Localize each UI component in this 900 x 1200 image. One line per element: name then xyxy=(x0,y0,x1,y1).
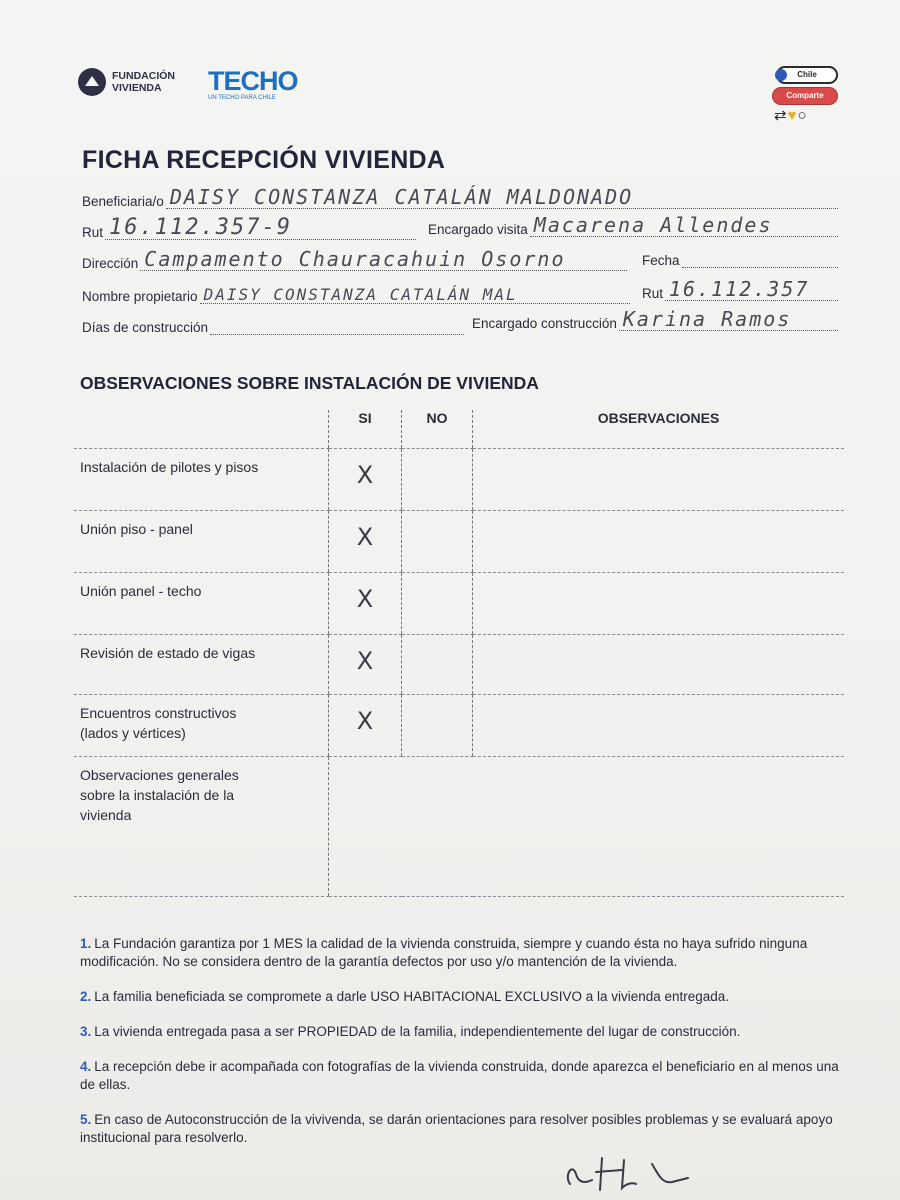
note-number: 4. xyxy=(80,1059,92,1074)
note-item xyxy=(80,1058,850,1094)
no-mark xyxy=(402,511,472,523)
note-item xyxy=(80,1023,850,1041)
row-label: Revisión de estado de vigas xyxy=(80,645,256,661)
si-mark: X xyxy=(356,707,374,735)
table-row xyxy=(74,695,844,757)
header-blank xyxy=(74,410,329,449)
beneficiaria-field xyxy=(82,185,838,209)
beneficiaria-line[interactable] xyxy=(166,185,838,209)
rut2-field xyxy=(642,277,838,301)
chile-pill: Chile xyxy=(776,66,838,84)
header-si: SI xyxy=(329,410,402,449)
propietario-label: Nombre propietario xyxy=(82,289,198,304)
no-mark xyxy=(402,573,472,585)
arrows-heart-icon: ⇄♥○ xyxy=(774,107,808,124)
si-cell[interactable] xyxy=(329,573,402,635)
row-label: Unión piso - panel xyxy=(80,521,193,537)
rut-field xyxy=(82,215,416,240)
encargado-visita-label: Encargado visita xyxy=(428,222,528,237)
si-mark: X xyxy=(356,585,374,613)
propietario-line[interactable] xyxy=(200,285,630,304)
techo-wordmark: TECHO xyxy=(208,66,298,96)
section-title: OBSERVACIONES SOBRE INSTALACIÓN DE VIVIENDA xyxy=(80,373,539,393)
header-observaciones: OBSERVACIONES xyxy=(473,410,845,449)
encargado-construccion-line[interactable] xyxy=(619,307,838,331)
table-row xyxy=(74,757,844,897)
dias-line[interactable] xyxy=(210,320,464,335)
dias-label: Días de construcción xyxy=(82,320,209,335)
rut2-line[interactable] xyxy=(665,277,838,301)
no-cell[interactable] xyxy=(402,449,473,511)
fundacion-line2: VIVIENDA xyxy=(112,82,162,94)
encargado-construccion-label: Encargado construcción xyxy=(472,316,617,331)
note-number: 2. xyxy=(80,989,92,1004)
notes-list xyxy=(80,935,850,1164)
encargado-visita-field xyxy=(428,213,838,237)
note-item xyxy=(80,1111,850,1147)
encargado-construccion-handwriting: Karina Ramos xyxy=(622,307,792,331)
rut-label: Rut xyxy=(82,225,104,240)
beneficiaria-label: Beneficiaria/o xyxy=(82,194,164,209)
table-row xyxy=(74,511,844,573)
obs-cell[interactable] xyxy=(473,449,845,511)
fundacion-line1: FUNDACIÓN xyxy=(112,70,175,82)
note-text: La Fundación garantiza por 1 MES la calidad de la vivienda construida, siempre y cuando ésta no haya sufrido ninguna modificación. No se considera dentro de la garantía defectos por uso y/o mantención de la vivienda. xyxy=(80,936,808,969)
propietario-handwriting: DAISY CONSTANZA CATALÁN MAL xyxy=(203,285,518,304)
si-mark: X xyxy=(356,647,374,675)
no-cell[interactable] xyxy=(402,511,473,573)
row-label: Observaciones generales sobre la instalación de la vivienda xyxy=(80,767,239,823)
row-label: Unión panel - techo xyxy=(80,583,202,599)
chile-comparte-logo xyxy=(772,66,842,124)
no-mark xyxy=(402,695,472,707)
si-cell[interactable] xyxy=(329,695,402,757)
propietario-field xyxy=(82,285,630,304)
table-row xyxy=(74,635,844,695)
rut-line[interactable] xyxy=(105,215,416,240)
note-number: 3. xyxy=(80,1024,92,1039)
encargado-visita-handwriting: Macarena Allendes xyxy=(533,213,773,237)
no-mark xyxy=(402,635,472,647)
si-cell[interactable] xyxy=(329,511,402,573)
rut2-label: Rut xyxy=(642,286,664,301)
techo-tagline: UN TECHO PARA CHILE xyxy=(208,95,276,101)
encargado-visita-line[interactable] xyxy=(530,213,838,237)
row-label: Encuentros constructivos (lados y vértices) xyxy=(80,705,237,741)
fecha-line[interactable] xyxy=(682,253,838,268)
fundacion-vivienda-logo xyxy=(78,68,175,96)
signature xyxy=(562,1154,702,1194)
rut2-handwriting: 16.112.357 xyxy=(669,277,810,301)
general-observations-cell[interactable] xyxy=(329,757,845,897)
note-item xyxy=(80,988,850,1006)
header-no: NO xyxy=(402,410,473,449)
note-text: La vivienda entregada pasa a ser PROPIEDAD de la familia, independientemente del lugar de construcción. xyxy=(94,1024,741,1039)
comparte-pill: Comparte xyxy=(772,87,838,105)
dias-field xyxy=(82,320,464,335)
si-mark: X xyxy=(356,523,374,551)
fundacion-logo-icon xyxy=(78,68,106,96)
si-cell[interactable] xyxy=(329,635,402,695)
obs-cell[interactable] xyxy=(473,635,845,695)
direccion-handwriting: Campamento Chauracahuin Osorno xyxy=(144,247,566,271)
si-mark: X xyxy=(356,461,374,489)
techo-logo xyxy=(208,68,298,101)
page-title: FICHA RECEPCIÓN VIVIENDA xyxy=(82,146,446,174)
obs-cell[interactable] xyxy=(473,695,845,757)
row-label: Instalación de pilotes y pisos xyxy=(80,459,259,475)
no-mark xyxy=(402,449,472,461)
note-text: La familia beneficiada se compromete a darle USO HABITACIONAL EXCLUSIVO a la vivienda entregada. xyxy=(94,989,730,1004)
no-cell[interactable] xyxy=(402,695,473,757)
table-row xyxy=(74,573,844,635)
encargado-construccion-field xyxy=(472,307,838,331)
note-item xyxy=(80,935,850,971)
beneficiaria-handwriting: DAISY CONSTANZA CATALÁN MALDONADO xyxy=(169,185,634,209)
note-number: 5. xyxy=(80,1112,92,1127)
fecha-field xyxy=(642,253,838,268)
direccion-field xyxy=(82,247,627,271)
fecha-label: Fecha xyxy=(642,253,680,268)
obs-cell[interactable] xyxy=(473,511,845,573)
table-header-row xyxy=(74,410,844,449)
direccion-line[interactable] xyxy=(140,247,627,271)
note-text: En caso de Autoconstrucción de la vivivenda, se darán orientaciones para resolver posibles problemas y se evaluará apoyo institucional para resolverlo. xyxy=(80,1112,833,1145)
observations-table xyxy=(74,410,844,897)
direccion-label: Dirección xyxy=(82,256,139,271)
no-cell[interactable] xyxy=(402,635,473,695)
rut-handwriting: 16.112.357-9 xyxy=(109,215,292,240)
no-cell[interactable] xyxy=(402,573,473,635)
si-cell[interactable] xyxy=(329,449,402,511)
dot-icon xyxy=(775,69,787,81)
note-text: La recepción debe ir acompañada con fotografías de la vivienda construida, donde aparezca el beneficiario en al menos una de ellas. xyxy=(80,1059,839,1092)
note-number: 1. xyxy=(80,936,92,951)
obs-cell[interactable] xyxy=(473,573,845,635)
table-row xyxy=(74,449,844,511)
